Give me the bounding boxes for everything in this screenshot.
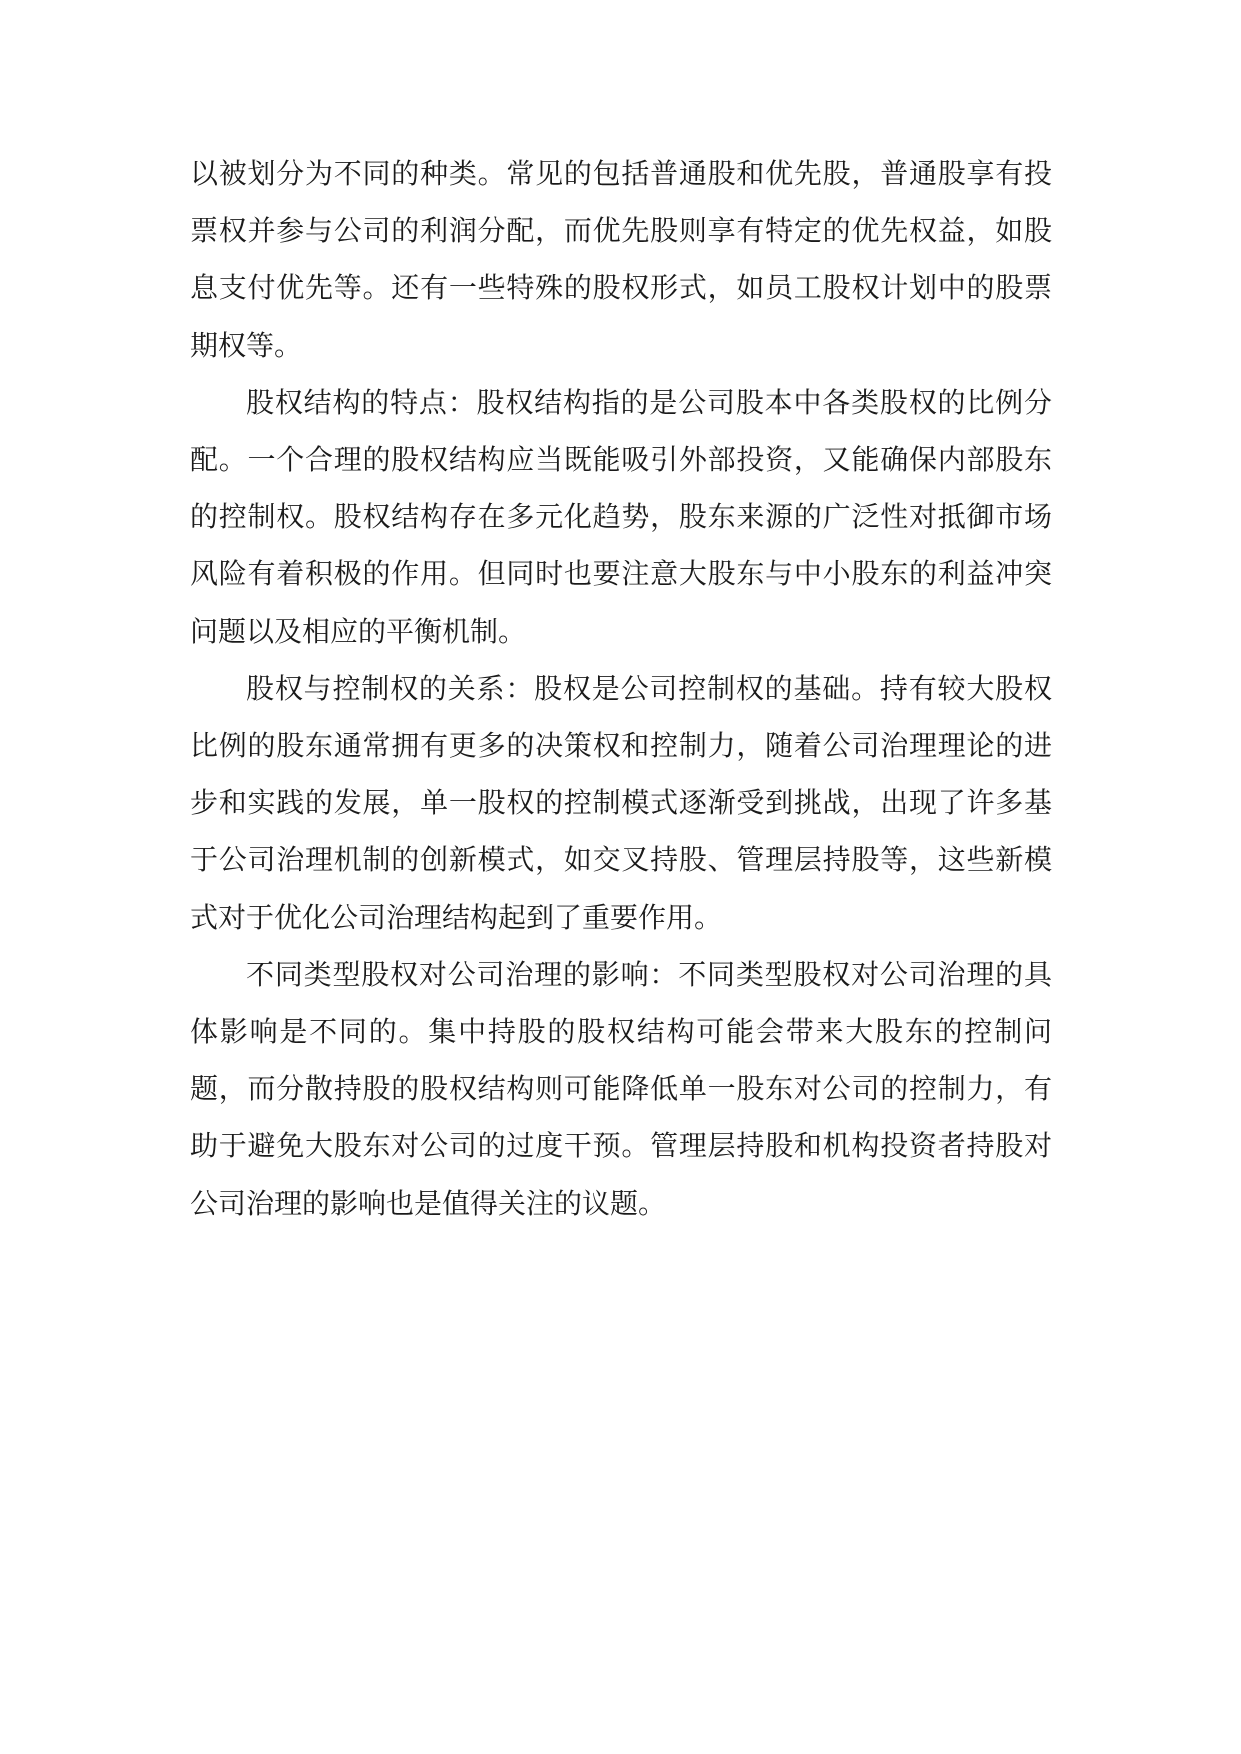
paragraph-equity-structure: 股权结构的特点：股权结构指的是公司股本中各类股权的比例分配。一个合理的股权结构应当既能吸引外部投资，又能确保内部股东的控制权。股权结构存在多元化趋势，股东来源的广泛性对抵御市场风险有着积极的作用。但同时也要注意大股东与中小股东的利益冲突问题以及相应的平衡机制。 [190,385,1052,648]
paragraph-equity-control: 股权与控制权的关系：股权是公司控制权的基础。持有较大股权比例的股东通常拥有更多的决策权和控制力，随着公司治理理论的进步和实践的发展，单一股权的控制模式逐渐受到挑战，出现了许多基于公司治理机制的创新模式，如交叉持股、管理层持股等，这些新模式对于优化公司治理结构起到了重要作用。 [190,671,1052,934]
paragraph-continuation: 以被划分为不同的种类。常见的包括普通股和优先股，普通股享有投票权并参与公司的利润分配，而优先股则享有特定的优先权益，如股息支付优先等。还有一些特殊的股权形式，如员工股权计划中的股票期权等。 [190,157,1052,362]
paragraph-governance-impact: 不同类型股权对公司治理的影响：不同类型股权对公司治理的具体影响是不同的。集中持股的股权结构可能会带来大股东的控制问题，而分散持股的股权结构则可能降低单一股东对公司的控制力，有助于避免大股东对公司的过度干预。管理层持股和机构投资者持股对公司治理的影响也是值得关注的议题。 [190,957,1052,1220]
document-body [190,145,1052,1232]
